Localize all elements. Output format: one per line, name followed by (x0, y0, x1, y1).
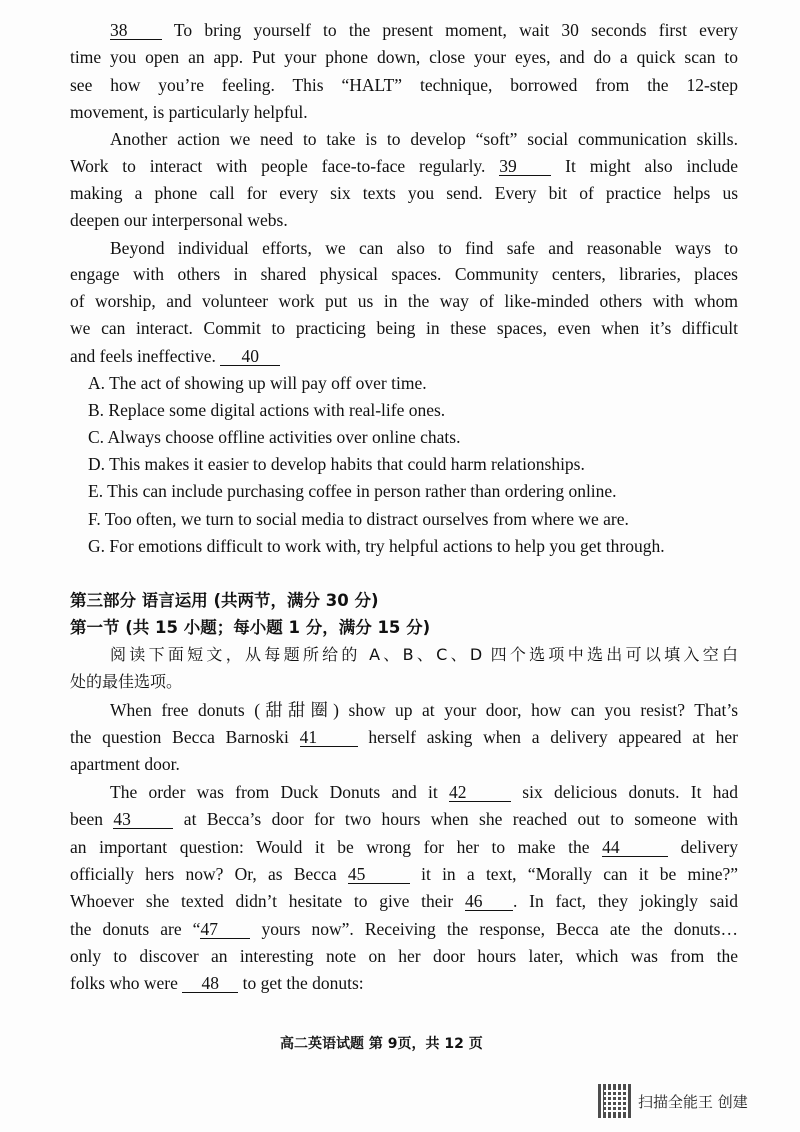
text-segment: making a phone call for every six texts you send. Every bit of practice helps us (70, 183, 738, 203)
text-segment: Beyond individual efforts, we can also to find safe and reasonable ways to (110, 238, 738, 258)
text-segment: we can interact. Commit to practicing being in these spaces, even when it’s difficult (70, 318, 738, 338)
text-segment: of worship, and volunteer work put us in the way of like-minded others with whom (70, 291, 738, 311)
text-line (88, 453, 738, 475)
scanner-watermark (598, 1084, 748, 1118)
text-line (70, 263, 738, 285)
answer-blank: 38 (110, 21, 162, 40)
text-line (88, 399, 738, 421)
answer-blank: 39 (499, 157, 551, 176)
text-segment: Whoever she texted didn’t hesitate to give their (70, 891, 465, 911)
text-line (70, 345, 738, 367)
text-segment: time you open an app. Put your phone down, close your eyes, and do a quick scan to (70, 47, 738, 67)
text-line (70, 317, 738, 339)
text-segment: engage with others in shared physical spaces. Community centers, libraries, places (70, 264, 738, 284)
text-line (70, 74, 738, 96)
page-footer: 高二英语试题 第 9页，共 12 页 (280, 1036, 483, 1052)
text-line (70, 890, 738, 912)
text-line (88, 480, 738, 502)
text-line (88, 372, 738, 394)
text-line (88, 535, 738, 557)
answer-blank: 42 (449, 783, 511, 802)
text-line (70, 972, 738, 994)
watermark-text: 扫描全能王 创建 (638, 1092, 748, 1111)
text-segment: the donuts are “ (70, 919, 201, 939)
text-line (70, 863, 738, 885)
text-segment: delivery (668, 837, 739, 857)
text-segment: it in a text, “Morally can it be mine?” (409, 864, 739, 884)
text-segment: Work to interact with people face-to-face regularly. (70, 156, 500, 176)
text-line (110, 19, 738, 41)
text-segment: officially hers now? Or, as Becca (70, 864, 348, 884)
text-line (70, 101, 738, 123)
text-line (110, 781, 738, 803)
text-segment: G. For emotions difficult to work with, try helpful actions to help you get through. (88, 536, 665, 556)
text-segment: To bring yourself to the present moment, wait 30 seconds first every (162, 20, 738, 40)
text-line (110, 699, 738, 721)
text-segment: been (70, 809, 114, 829)
text-segment: apartment door. (70, 754, 180, 774)
qr-code-icon (598, 1084, 632, 1118)
answer-blank: 43 (113, 810, 173, 829)
text-segment: to get the donuts: (238, 973, 364, 993)
text-line (70, 182, 738, 204)
text-segment: A. The act of showing up will pay off over time. (88, 373, 427, 393)
text-line (110, 237, 738, 259)
text-segment: movement, is particularly helpful. (70, 102, 308, 122)
text-line (70, 617, 738, 639)
answer-blank: 44 (602, 838, 668, 857)
answer-blank: 41 (300, 728, 358, 747)
text-segment: an important question: Would it be wrong for her to make the (70, 837, 603, 857)
text-line (88, 426, 738, 448)
answer-blank: 46 (465, 892, 513, 911)
text-line (70, 836, 738, 858)
text-segment: The order was from Duck Donuts and it (110, 782, 450, 802)
text-segment: C. Always choose offline activities over online chats. (88, 427, 461, 447)
text-segment: It might also include (551, 156, 738, 176)
text-segment: yours now”. Receiving the response, Becca ate the donuts… (250, 919, 738, 939)
text-line (70, 155, 738, 177)
text-segment: only to discover an interesting note on her door hours later, which was from the (70, 946, 738, 966)
text-segment: and feels ineffective. (70, 346, 221, 366)
text-segment: . In fact, they jokingly said (513, 891, 738, 911)
text-line (70, 590, 738, 612)
text-segment: When free donuts (甜甜圈) show up at your door, how can you resist? That’s (110, 700, 738, 720)
text-segment: at Becca’s door for two hours when she reached out to someone with (173, 809, 738, 829)
answer-blank: 40 (220, 347, 280, 366)
text-segment: folks who were (70, 973, 183, 993)
text-segment: the question Becca Barnoski (70, 727, 300, 747)
text-segment: 第一节 (共 15 小题；每小题 1 分，满分 15 分) (70, 618, 431, 637)
text-line (70, 945, 738, 967)
text-line (110, 644, 738, 666)
text-segment: six delicious donuts. It had (511, 782, 738, 802)
text-segment: D. This makes it easier to develop habits that could harm relationships. (88, 454, 585, 474)
text-segment: 阅读下面短文，从每题所给的 A、B、C、D 四个选项中选出可以填入空白 (110, 645, 738, 664)
text-segment: B. Replace some digital actions with real-life ones. (88, 400, 446, 420)
text-segment: Another action we need to take is to develop “soft” social communication skills. (110, 129, 738, 149)
answer-blank: 47 (200, 920, 250, 939)
text-line (70, 808, 738, 830)
text-line (70, 918, 738, 940)
text-segment: F. Too often, we turn to social media to distract ourselves from where we are. (88, 509, 629, 529)
answer-blank: 48 (182, 974, 238, 993)
text-line (70, 46, 738, 68)
text-line (110, 128, 738, 150)
text-line (70, 753, 738, 775)
text-line (70, 726, 738, 748)
text-line (70, 671, 738, 693)
text-segment: herself asking when a delivery appeared at her (357, 727, 738, 747)
text-segment: see how you’re feeling. This “HALT” technique, borrowed from the 12-step (70, 75, 738, 95)
text-segment: 第三部分 语言运用 (共两节，满分 30 分) (70, 591, 379, 610)
text-line (88, 508, 738, 530)
text-line (70, 290, 738, 312)
answer-blank: 45 (348, 865, 410, 884)
text-segment: deepen our interpersonal webs. (70, 210, 288, 230)
text-segment: E. This can include purchasing coffee in person rather than ordering online. (88, 481, 617, 501)
text-segment: 处的最佳选项。 (70, 672, 183, 691)
text-line (70, 209, 738, 231)
